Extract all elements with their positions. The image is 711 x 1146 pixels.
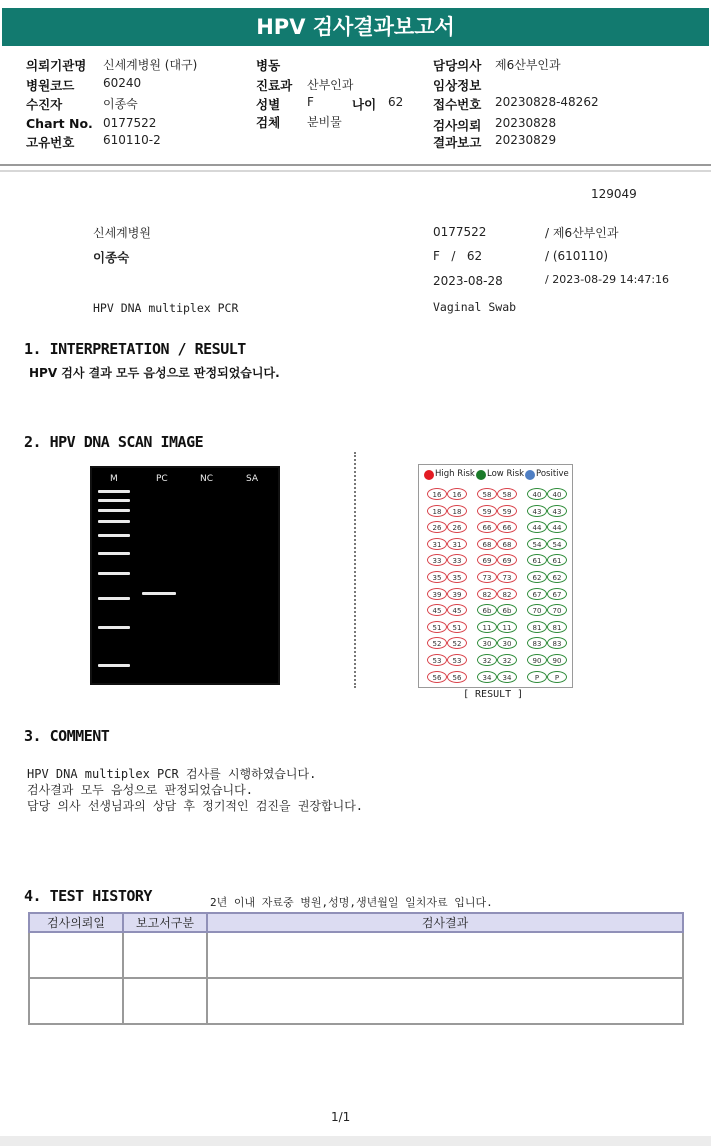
department-label: 진료과 [256, 78, 293, 93]
marker-band [98, 626, 130, 629]
genotype-pill: 40 [547, 488, 567, 500]
genotype-pill: 90 [527, 654, 547, 666]
table-row [29, 932, 683, 978]
header-report-type: 보고서구분 [123, 913, 207, 932]
lane-label-nc: NC [200, 474, 214, 484]
specimen-value: 분비물 [307, 115, 342, 129]
high-risk-dot-icon [424, 470, 434, 480]
report-title: HPV 검사결과보고서 [256, 15, 455, 39]
chart-no-label: Chart No. [26, 116, 93, 131]
section-scan-image-title: 2. HPV DNA SCAN IMAGE [24, 433, 204, 451]
genotype-pill: 16 [447, 488, 467, 500]
receipt-no-value: 20230828-48262 [495, 95, 599, 109]
genotype-pill: 35 [447, 571, 467, 583]
marker-band [98, 552, 130, 555]
genotype-pill: 32 [497, 654, 517, 666]
legend-high-risk: High Risk [435, 469, 475, 479]
report-date-label: 결과보고 [433, 135, 482, 150]
genotype-pill: P [527, 671, 547, 683]
genotype-pill: 52 [447, 637, 467, 649]
age-value: 62 [388, 95, 404, 109]
genotype-pill: 43 [547, 505, 567, 517]
page-bottom-band [0, 1136, 711, 1146]
report-date: 2023-08-28 [433, 274, 503, 288]
genotype-pill: 67 [547, 588, 567, 600]
table-cell [29, 932, 123, 978]
specimen-label: 검체 [256, 115, 281, 130]
genotype-pill: 68 [477, 538, 497, 550]
genotype-pill: 44 [527, 521, 547, 533]
genotype-pill: 56 [427, 671, 447, 683]
marker-band [98, 597, 130, 600]
lane-label-m: M [110, 474, 118, 484]
report-specimen: Vaginal Swab [433, 300, 517, 314]
report-patient: 이종숙 [93, 250, 130, 265]
hpv-result-panel [418, 464, 573, 688]
lane-label-pc: PC [156, 474, 168, 484]
result-caption: [ RESULT ] [463, 689, 524, 700]
page-number: 1/1 [331, 1110, 351, 1124]
report-chart-no: 0177522 [433, 225, 487, 239]
genotype-pill: 31 [427, 538, 447, 550]
genotype-pill: 45 [427, 604, 447, 616]
test-history-table [28, 912, 684, 1025]
genotype-pill: 43 [527, 505, 547, 517]
comment-line-3: 담당 의사 선생님과의 상담 후 정기적인 검진을 권장합니다. [27, 799, 364, 813]
genotype-pill: 90 [547, 654, 567, 666]
section-test-history-title: 4. TEST HISTORY [24, 887, 152, 905]
sex-label: 성별 [256, 97, 281, 112]
genotype-pill: 59 [497, 505, 517, 517]
marker-band [98, 534, 130, 537]
genotype-pill: 56 [447, 671, 467, 683]
report-test-name: HPV DNA multiplex PCR [93, 301, 239, 315]
genotype-pill: 33 [427, 554, 447, 566]
hospital-value: 신세계병원 (대구) [103, 58, 198, 72]
unique-no-value: 610110-2 [103, 133, 161, 147]
lane-label-sa: SA [246, 474, 259, 484]
request-date-value: 20230828 [495, 116, 557, 130]
genotype-pill: 82 [477, 588, 497, 600]
section-interpretation-title: 1. INTERPRETATION / RESULT [24, 340, 246, 358]
marker-band [98, 520, 130, 523]
genotype-pill: 39 [447, 588, 467, 600]
genotype-pill: 34 [477, 671, 497, 683]
genotype-pill: 67 [527, 588, 547, 600]
marker-band [98, 572, 130, 575]
genotype-pill: 53 [447, 654, 467, 666]
genotype-pill: 54 [527, 538, 547, 550]
genotype-pill: 45 [447, 604, 467, 616]
report-time: / 2023-08-29 14:47:16 [545, 273, 670, 286]
legend-positive: Positive [536, 469, 569, 479]
table-header-row [29, 913, 683, 932]
test-history-note: 2년 이내 자료중 병원,성명,생년월일 일치자료 입니다. [210, 896, 493, 909]
genotype-pill: 26 [447, 521, 467, 533]
genotype-pill: 62 [527, 571, 547, 583]
genotype-pill: 11 [477, 621, 497, 633]
report-code: / (610110) [545, 249, 609, 263]
doctor-label: 담당의사 [433, 58, 482, 73]
genotype-pill: 66 [477, 521, 497, 533]
genotype-pill: 70 [547, 604, 567, 616]
report-id: 129049 [591, 187, 637, 201]
comment-line-2: 검사결과 모두 음성으로 판정되었습니다. [27, 783, 253, 797]
marker-band [98, 490, 130, 493]
genotype-pill: 11 [497, 621, 517, 633]
positive-dot-icon [525, 470, 535, 480]
genotype-pill: 81 [527, 621, 547, 633]
table-cell [207, 932, 683, 978]
gel-electrophoresis-image [90, 466, 280, 685]
header-test-result: 검사결과 [207, 913, 683, 932]
genotype-pill: 18 [427, 505, 447, 517]
genotype-pill: 73 [497, 571, 517, 583]
genotype-pill: 61 [547, 554, 567, 566]
header-request-date: 검사의뢰일 [29, 913, 123, 932]
genotype-pill: 52 [427, 637, 447, 649]
genotype-pill: 70 [527, 604, 547, 616]
report-title-bar [2, 8, 709, 46]
comment-line-1: HPV DNA multiplex PCR 검사를 시행하였습니다. [27, 767, 317, 781]
department-value: 산부인과 [307, 78, 354, 92]
report-sex-age: F / 62 [433, 249, 483, 263]
image-divider [354, 452, 356, 688]
genotype-pill: P [547, 671, 567, 683]
report-date-value: 20230829 [495, 133, 557, 147]
genotype-pill: 58 [477, 488, 497, 500]
genotype-pill: 33 [447, 554, 467, 566]
genotype-pill: 81 [547, 621, 567, 633]
table-row [29, 978, 683, 1024]
genotype-pill: 51 [447, 621, 467, 633]
genotype-pill: 40 [527, 488, 547, 500]
genotype-pill: 35 [427, 571, 447, 583]
marker-band [98, 509, 130, 512]
chart-no-value: 0177522 [103, 116, 157, 130]
hospital-code-value: 60240 [103, 76, 142, 90]
genotype-pill: 44 [547, 521, 567, 533]
genotype-pill: 34 [497, 671, 517, 683]
separator-line [0, 170, 711, 172]
interpretation-result-text: HPV 검사 결과 모두 음성으로 판정되었습니다. [29, 366, 280, 380]
genotype-pill: 39 [427, 588, 447, 600]
genotype-pill: 6b [497, 604, 517, 616]
genotype-pill: 18 [447, 505, 467, 517]
patient-value: 이종숙 [103, 97, 138, 111]
hospital-label: 의뢰기관명 [26, 58, 87, 73]
table-cell [123, 978, 207, 1024]
genotype-pill: 68 [497, 538, 517, 550]
report-dept: / 제6산부인과 [545, 226, 619, 240]
low-risk-dot-icon [476, 470, 486, 480]
genotype-pill: 59 [477, 505, 497, 517]
sex-value: F [307, 95, 314, 109]
receipt-no-label: 접수번호 [433, 97, 482, 112]
request-date-label: 검사의뢰 [433, 118, 482, 133]
table-cell [207, 978, 683, 1024]
age-label: 나이 [352, 97, 377, 112]
genotype-pill: 16 [427, 488, 447, 500]
genotype-pill: 51 [427, 621, 447, 633]
genotype-pill: 54 [547, 538, 567, 550]
section-comment-title: 3. COMMENT [24, 727, 110, 745]
genotype-pill: 66 [497, 521, 517, 533]
positive-control-band [142, 592, 176, 595]
genotype-pill: 83 [527, 637, 547, 649]
genotype-pill: 26 [427, 521, 447, 533]
patient-label: 수진자 [26, 97, 63, 112]
genotype-pill: 69 [497, 554, 517, 566]
genotype-pill: 62 [547, 571, 567, 583]
hospital-code-label: 병원코드 [26, 78, 75, 93]
genotype-pill: 69 [477, 554, 497, 566]
genotype-pill: 30 [497, 637, 517, 649]
clinical-info-label: 임상정보 [433, 78, 482, 93]
genotype-pill: 83 [547, 637, 567, 649]
marker-band [98, 499, 130, 502]
table-cell [123, 932, 207, 978]
genotype-pill: 32 [477, 654, 497, 666]
genotype-pill: 31 [447, 538, 467, 550]
doctor-value: 제6산부인과 [495, 58, 561, 72]
ward-label: 병동 [256, 58, 281, 73]
genotype-pill: 73 [477, 571, 497, 583]
genotype-pill: 58 [497, 488, 517, 500]
genotype-pill: 82 [497, 588, 517, 600]
genotype-pill: 30 [477, 637, 497, 649]
genotype-pill: 61 [527, 554, 547, 566]
genotype-pill: 53 [427, 654, 447, 666]
genotype-pill: 6b [477, 604, 497, 616]
unique-no-label: 고유번호 [26, 135, 75, 150]
report-hospital: 신세계병원 [93, 226, 151, 240]
legend-low-risk: Low Risk [487, 469, 525, 479]
marker-band [98, 664, 130, 667]
table-cell [29, 978, 123, 1024]
